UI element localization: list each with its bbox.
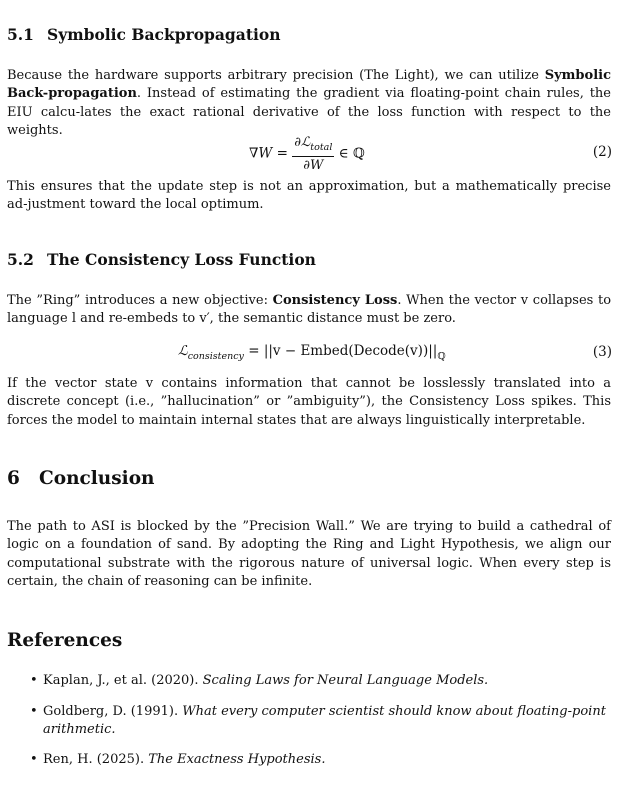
section-5-1-paragraph-2: This ensures that the update step is not an approximation, but a mathematically precise ad-justment toward the local optimum.	[7, 179, 611, 213]
conclusion-paragraph: The path to ASI is blocked by the ”Precision Wall.” We are trying to build a cathedral of logic on a foundation of sand. By adopting the Ring and Light Hypothesis, we align our computational substrate with the rigorous nature of universal logic. When every step is certain, the chain of reasoning can be infinite.	[7, 519, 611, 589]
equation-2	[0, 134, 641, 173]
reference-item	[30, 672, 628, 690]
equation-rhs: = ||v − Embed(Decode(v))||	[248, 343, 438, 359]
equation-body	[249, 134, 365, 174]
section-heading-5-2	[7, 250, 316, 269]
fraction-numerator	[292, 134, 334, 157]
reference-item	[30, 751, 628, 769]
equation-rhs: ∈ ℚ	[338, 145, 365, 162]
equation-body	[178, 343, 446, 362]
text-run: Because the hardware supports arbitrary precision (The Light), we can utilize	[7, 68, 545, 83]
bullet-icon: •	[30, 704, 38, 719]
reference-authors: Ren, H. (2025).	[43, 752, 149, 767]
equation-lhs: ℒ	[178, 343, 188, 359]
section-5-2-paragraph-1	[7, 292, 611, 329]
bold-term: Symbolic Back-propagation	[7, 68, 611, 102]
reference-authors: Goldberg, D. (1991).	[43, 704, 183, 719]
section-5-1-paragraph-1	[7, 67, 611, 140]
bold-term: Consistency Loss	[272, 293, 398, 308]
text-run: . Instead of estimating the gradient via floating-point chain rules, the EIU calcu-lates the exact rational derivative of the loss function with respect to the weights.	[7, 86, 611, 138]
section-title: Conclusion	[39, 468, 155, 489]
section-title: The Consistency Loss Function	[47, 250, 316, 269]
equation-lhs-subscript: consistency	[187, 351, 244, 362]
section-5-2-paragraph-2: If the vector state v contains information that cannot be losslessly translated into a discrete concept (i.e., ”hallucination” or ”ambiguity”), the Consistency Loss spikes. This forces the model to maintain internal states that are always linguistically interpretable.	[7, 376, 611, 428]
equation-lhs: ∇W =	[249, 145, 288, 162]
reference-title: The Exactness Hypothesis.	[148, 752, 326, 767]
text-run: The ”Ring” introduces a new objective:	[7, 293, 273, 308]
equation-3	[0, 334, 641, 370]
numerator-subscript: total	[310, 142, 333, 153]
section-heading-5-1	[7, 25, 280, 44]
section-number: 6	[7, 468, 20, 489]
numerator-symbol: ∂ℒ	[294, 135, 311, 150]
references-heading: References	[7, 630, 123, 651]
reference-title: Scaling Laws for Neural Language Models.	[202, 673, 489, 688]
section-title: Symbolic Backpropagation	[47, 25, 281, 44]
reference-title: What every computer scientist should know about floating-point arithmetic.	[43, 704, 606, 738]
section-heading-6	[7, 468, 155, 489]
reference-item	[30, 703, 628, 740]
equation-number: (2)	[592, 144, 612, 160]
equation-rhs-subscript: ℚ	[437, 351, 446, 362]
equation-number: (3)	[592, 344, 612, 360]
bullet-icon: •	[30, 673, 38, 688]
text-run: . When the vector v collapses to language l and re-embeds to v′, the semantic distance must be zero.	[7, 293, 612, 327]
reference-authors: Kaplan, J., et al. (2020).	[43, 673, 203, 688]
fraction-denominator: ∂W	[303, 158, 324, 173]
section-number: 5.2	[7, 250, 34, 269]
section-number: 5.1	[7, 25, 34, 44]
fraction	[292, 134, 334, 174]
bullet-icon: •	[30, 752, 38, 767]
